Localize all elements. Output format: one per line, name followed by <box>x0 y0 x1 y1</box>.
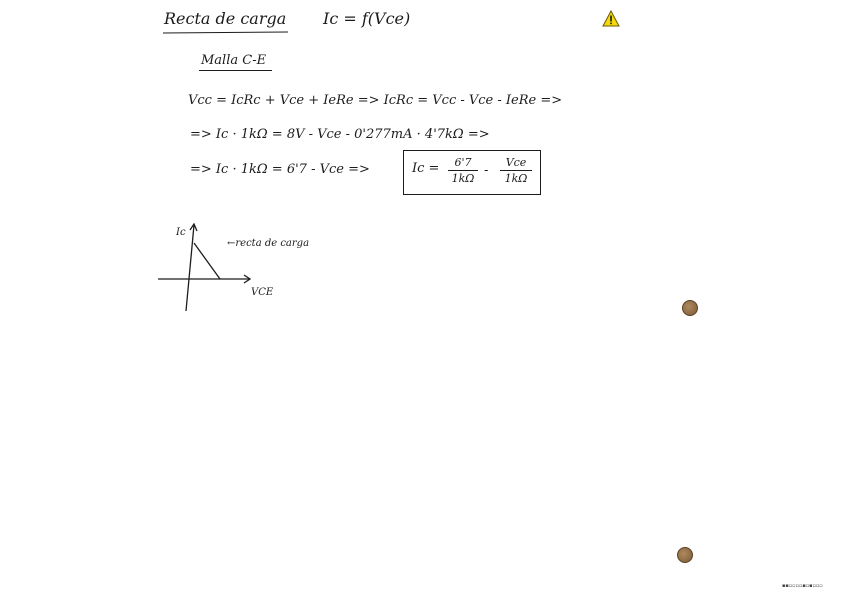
fraction-1-bar <box>448 170 478 171</box>
equation-line-3: => Ic · 1kΩ = 6'7 - Vce => <box>190 162 370 177</box>
load-line-graph <box>150 215 280 315</box>
subtitle-underline <box>199 70 272 71</box>
result-box <box>403 150 541 195</box>
equation-line-2: => Ic · 1kΩ = 8V - Vce - 0'277mA · 4'7kΩ => <box>190 127 490 142</box>
fraction-2-denominator: 1kΩ <box>504 172 528 186</box>
graph-y-label: Ic <box>176 227 186 238</box>
fraction-1-numerator: 6'7 <box>454 156 472 169</box>
page-title: Recta de carga <box>164 9 287 28</box>
title-equation: Ic = f(Vce) <box>323 9 411 28</box>
load-line-label: ←recta de carga <box>227 238 310 249</box>
footer-mark: ▪▪▫▫▫▫▪▫▪▫▫▫ <box>782 583 823 589</box>
graph-x-label: VCE <box>251 287 274 298</box>
section-subtitle: Malla C-E <box>201 53 267 68</box>
result-minus: - <box>484 163 489 178</box>
y-axis <box>186 225 194 311</box>
fraction-2-bar <box>500 170 532 171</box>
load-line <box>194 243 220 279</box>
equation-line-1: Vcc = IcRc + Vce + IeRe => IcRc = Vcc - Vce - IeRe => <box>188 93 563 108</box>
result-lhs: Ic = <box>412 161 440 176</box>
fraction-2-numerator: Vce <box>505 156 527 169</box>
binder-hole-top <box>682 300 698 316</box>
binder-hole-bottom <box>677 547 693 563</box>
fraction-1 <box>448 156 478 185</box>
fraction-1-denominator: 1kΩ <box>451 172 475 186</box>
fraction-2 <box>500 156 532 185</box>
warning-icon <box>602 10 620 28</box>
